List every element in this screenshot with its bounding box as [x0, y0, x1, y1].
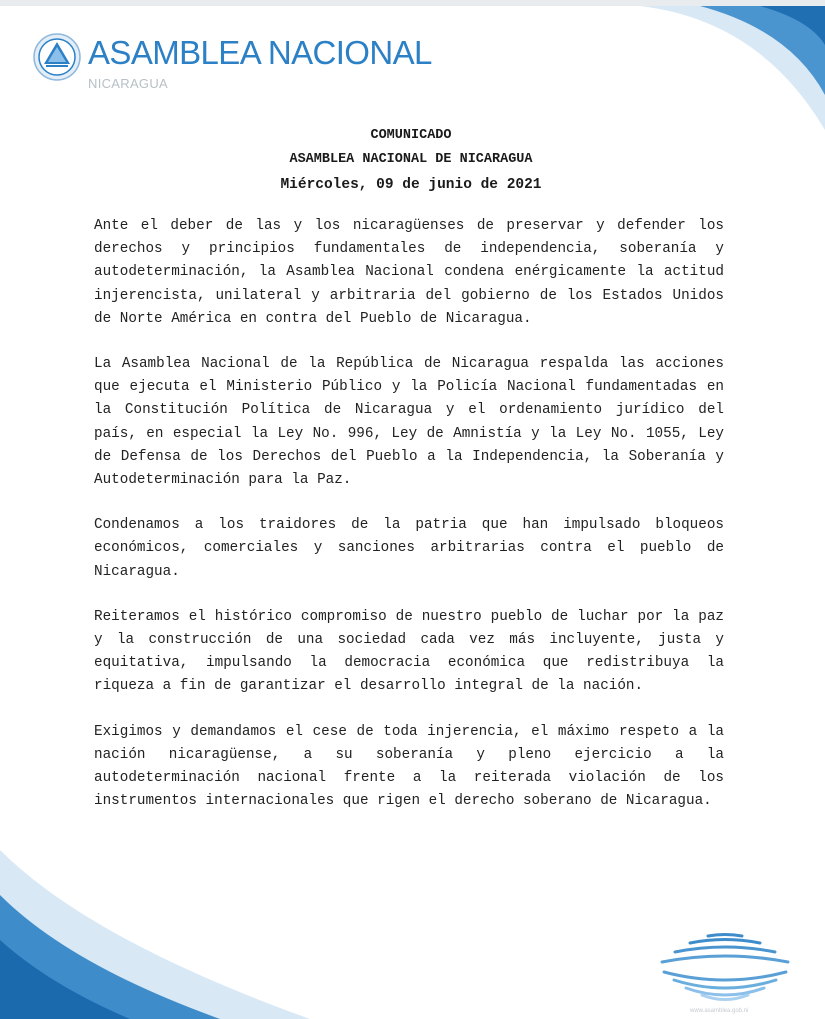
- org-name: ASAMBLEA NACIONAL: [88, 34, 432, 71]
- parliament-waves-icon: [650, 928, 800, 1008]
- paragraph: Condenamos a los traidores de la patria que han impulsado bloqueos económicos, comerciales y sanciones arbitrarias contra el pueblo de Nicaragua.: [94, 517, 724, 580]
- org-country: NICARAGUA: [88, 76, 168, 91]
- paragraph: Reiteramos el histórico compromiso de nuestro pueblo de luchar por la paz y la construcción de una sociedad cada vez más incluyente, justa y equitativa, impulsando la democracia económica que redistribuya la riqueza a fin de garantizar el desarrollo integral de la nación.: [94, 608, 724, 695]
- document-heading: [96, 124, 726, 198]
- asamblea-emblem-icon: [32, 32, 82, 82]
- issuer-name: ASAMBLEA NACIONAL DE NICARAGUA: [289, 152, 533, 167]
- top-strip: [0, 0, 825, 6]
- footer-url: www.asamblea.gob.ni: [690, 1008, 749, 1014]
- document-date: Miércoles, 09 de junio de 2021: [280, 177, 542, 193]
- paragraph: La Asamblea Nacional de la República de Nicaragua respalda las acciones que ejecuta el Ministerio Público y la Policía Nacional fundamentadas en la Constitución Política de Nicaragua y el ordenamiento jurídico del país, en especial la Ley No. 996, Ley de Amnistía y la Ley No. 1055, Ley de Defensa de los Derechos del Pueblo a la Independencia, la Soberanía y Autodeterminación para la Paz.: [94, 356, 724, 489]
- paragraph: Exigimos y demandamos el cese de toda injerencia, el máximo respeto a la nación nicaragüense, a su soberanía y pleno ejercicio a la autodeterminación nacional frente a la reiterada violación de los instrumentos internacionales que rigen el derecho soberano de Nicaragua.: [94, 723, 724, 810]
- communique-body: [94, 215, 724, 835]
- document-type: COMUNICADO: [370, 128, 452, 143]
- paragraph: Ante el deber de las y los nicaragüenses de preservar y defender los derechos y principios fundamentales de independencia, soberanía y autodeterminación, la Asamblea Nacional condena enérgicamente la actitud injerencista, unilateral y arbitraria del gobierno de los Estados Unidos de Norte América en contra del Pueblo de Nicaragua.: [94, 218, 724, 327]
